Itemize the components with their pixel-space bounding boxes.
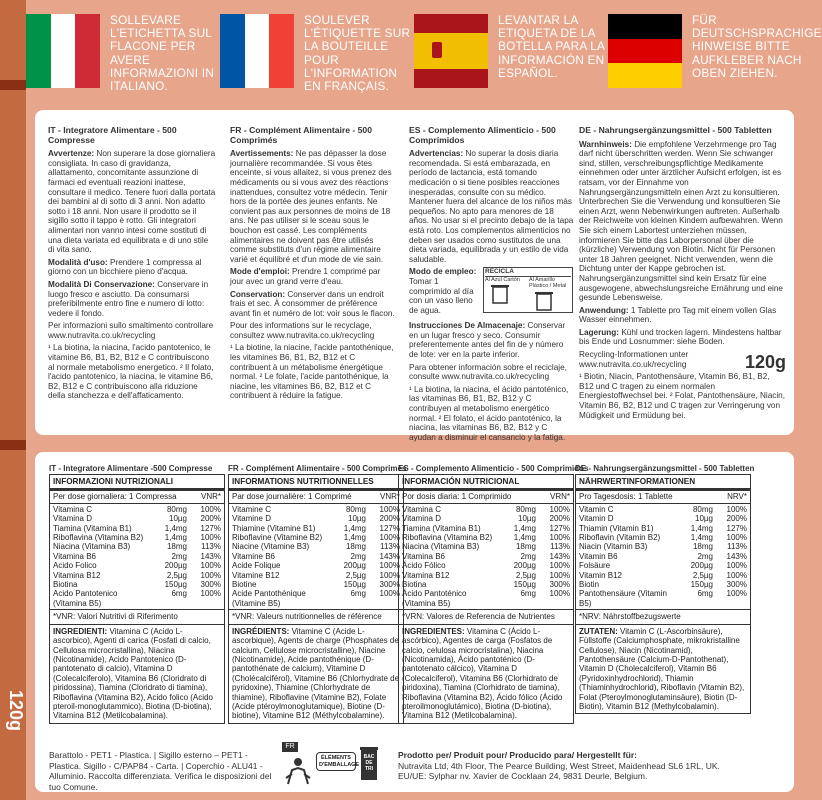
nutrient-name: Vitamin C (579, 504, 614, 514)
recycla-box (483, 267, 573, 313)
producer-label: Prodotto per/ Produit pour/ Producido para/ Hergestellt für: (398, 750, 637, 760)
nutrient-percent: 300% (549, 580, 570, 590)
nutrient-amount: 6mg (697, 589, 713, 599)
nutrient-name: Tiamina (Vitamina B1) (53, 523, 132, 533)
nutrient-amount: 1,4mg (164, 533, 187, 543)
nutrient-row (53, 533, 221, 542)
nutrient-percent: 143% (726, 551, 747, 561)
nutrient-name: Niacine (Vitamine B3) (232, 542, 310, 552)
nutrient-row (579, 571, 747, 580)
side-net-weight: 120g (6, 690, 26, 732)
per-dose-label: Por dosis diaria: 1 Comprimido (402, 492, 512, 502)
nutrient-row (232, 524, 400, 533)
nutrient-row (53, 561, 221, 570)
claims-text: ¹ Biotin, Niacin, Pantothensäure, Vitamin B6, B1, B2, B12 und C tragen zu einem normalen Energiestoffwechsel bei. ² Folat, Pantothensäure, Niacin, Vitamin B6, B2, B12 und C tragen zur Verringerung von Müdigkeit und Ermüdung bei. (579, 372, 786, 420)
nutrition-heading-it: IT - Integratore Alimentare -500 Compresse (49, 464, 213, 473)
nutrient-rows (399, 504, 573, 610)
nutrient-amount: 80mg (692, 504, 713, 514)
nutrient-row (53, 552, 221, 561)
nutrient-percent: 300% (726, 580, 747, 590)
usage-text: Mode d'emploi: Prendre 1 comprimé par jour avec un grand verre d'eau. (230, 267, 381, 286)
claims-text: ¹ La biotina, la niacina, el ácido pantoténico, las vitaminas B6, B1, B2, B12 y C contribuyen al metabolismo energético normal. ² El folato, el ácido pantoténico, la niacina, las vitaminas B6, B2, B12 y C ayudan a disminuir el cansancio y la fatiga. (409, 384, 569, 442)
ingredients-label: INGRÉDIENTS: (232, 626, 290, 636)
nutrient-name: Biotin (579, 580, 600, 590)
nutrient-percent: 100% (726, 570, 747, 580)
nutrient-row (579, 580, 747, 589)
warnings-text: Avertissements: Ne pas dépasser la dose journalière recommandée. Si vous êtes enceinte, si vous allaitez, si vous prenez des médicaments ou si vous avez des réactions inattendues, consultez votre médecin. Tenir hors de la portée des jeunes enfants. Ne convient pas aux personnes de moins de 18 ans. Ne pas utiliser si le sceau sous le bouchon est cassé. Les compléments alimentaires ne doivent pas être utilisés comme substituts d'un régime alimentaire varié et équilibré et d'un mode de vie sain. (230, 149, 392, 264)
storage-text: Lagerung: Kühl und trocken lagern. Mindestens haltbar bis Ende und Losnummer: siehe Boden. (579, 327, 782, 347)
ingredients-label: INGREDIENTI: (53, 626, 108, 636)
per-dose-label: Par dose journalière: 1 Comprimé (232, 492, 352, 502)
nutrient-name: Vitamine B12 (232, 570, 280, 580)
triman-block (282, 742, 378, 788)
nutrient-row (402, 542, 570, 551)
nutrient-amount: 6mg (171, 589, 187, 599)
ingredients-text (399, 625, 573, 723)
nutrient-name: Vitamina D (402, 514, 441, 524)
nutrient-amount: 1,4mg (513, 523, 536, 533)
flag-strip (26, 0, 822, 102)
triman-label: ÉLÉMENTS D'EMBALLAGE (316, 752, 356, 771)
nutrient-name: Riboflavin (Vitamin B2) (579, 533, 661, 543)
reference-column-label: VNR* (200, 492, 221, 502)
producer-address-eu: EU/UE: Sylphar nv. Xavier de Cocklaan 24, 9831 Deurle, Belgium. (398, 771, 648, 781)
nutrition-table (228, 474, 404, 724)
bottle-stripe (0, 440, 26, 450)
nutrient-row (402, 514, 570, 523)
nutrient-amount: 2,5µg (345, 570, 366, 580)
claims-text: ¹ La biotina, la niacina, l'acido pantotenico, le vitamine B6, B1, B2, B12 e C contribuiscono al normale metabolismo energetico. ² Il folato, l'acido pantotenico, la niacina, le vitamine B6, B2, B12 e C contribuiscono alla riduzione della stanchezza e dell'affaticamento. (48, 343, 214, 401)
nutrient-row (579, 533, 747, 542)
nutrient-amount: 10µg (169, 514, 187, 524)
nutrition-title: INFORMATIONS NUTRITIONNELLES (229, 475, 403, 491)
ingredients-text (229, 625, 403, 723)
nutrient-name: Biotina (53, 580, 78, 590)
nutrient-amount: 1,4mg (513, 533, 536, 543)
nutrient-amount: 2,5µg (166, 570, 187, 580)
reference-note: *VNR: Valori Nutritivi di Riferimento (50, 610, 224, 624)
warnings-text: Avvertenze: Non superare la dose giornaliera consigliata. In caso di gravidanza, allattamento, concomitante assunzione di farmaci ed eventuali reazioni inattese, consultare il medico. Tenere fuori dalla portata dei bambini al di sotto di 3 anni. Non adatto sotto i 18 anni. Non usare il prodotto se il sigillo sotto il tappo è rotto. Gli integratori alimentari non vanno intesi come sostituti di una dieta variata ed equilibrata e di uno stile di vita sano. (48, 149, 216, 255)
net-weight: 120g (744, 352, 786, 373)
nutrient-row (579, 505, 747, 514)
nutrition-heading-es: ES - Complemento Alimenticio - 500 Comprimidos (398, 464, 589, 473)
nutrient-amount: 18mg (345, 542, 366, 552)
nutrient-row (402, 533, 570, 542)
nutrient-row (53, 571, 221, 580)
recycling-text: Recycling-Informationen unter www.nutravita.co.uk/recycling (579, 350, 689, 369)
reference-column-label: VRN* (549, 492, 570, 502)
nutrient-name: Vitamine D (232, 514, 271, 524)
ingredients-label: INGREDIENTES: (402, 626, 465, 636)
nutrient-percent: 200% (726, 514, 747, 524)
nutrient-percent: 100% (549, 504, 570, 514)
nutrient-percent: 100% (200, 589, 221, 599)
nutrient-percent: 100% (726, 504, 747, 514)
nutrient-amount: 1,4mg (690, 523, 713, 533)
nutrient-name: Vitamin D (579, 514, 614, 524)
nutrient-amount: 2,5µg (692, 570, 713, 580)
nutrient-row (53, 580, 221, 589)
nutrient-name: Tiamina (Vitamina B1) (402, 523, 481, 533)
usage-text: Anwendung: 1 Tablette pro Tag mit einem vollen Glas Wasser einnehmen. (579, 305, 777, 325)
france-flag-icon (220, 14, 294, 88)
nutrition-heading-de: DE - Nahrungsergänzungsmittel - 500 Tabletten (575, 464, 755, 473)
nutrient-percent: 100% (200, 570, 221, 580)
recycla-title: RECICLA (485, 269, 571, 277)
nutrient-percent: 127% (726, 523, 747, 533)
nutrient-percent: 200% (200, 514, 221, 524)
nutrient-percent: 100% (200, 533, 221, 543)
info-column-it (48, 126, 216, 404)
nutrient-percent: 143% (200, 551, 221, 561)
fr-badge: FR (282, 742, 298, 752)
nutrient-name: Riboflavina (Vitamina B2) (53, 533, 144, 543)
nutrient-row (402, 561, 570, 570)
nutrient-name: Niacina (Vitamina B3) (402, 542, 480, 552)
recycling-text: Para obtener información sobre el reciclaje, consulte www.nutravita.co.uk/recycling (409, 362, 567, 382)
recycling-text: Per informazioni sullo smaltimento controllare www.nutravita.co.uk/recycling (48, 321, 214, 340)
nutrient-name: Biotine (232, 580, 257, 590)
nutrient-amount: 6mg (520, 589, 536, 599)
nutrient-rows (229, 504, 403, 610)
storage-text: Instrucciones De Almacenaje: Conservar en un lugar fresco y seco. Consumir preferentemente antes del fin de y número de lote: ver en la parte inferior. (409, 321, 566, 360)
nutrient-name: Thiamin (Vitamin B1) (579, 523, 654, 533)
nutrient-percent: 100% (200, 561, 221, 571)
recycla-label-yellow: Al Amarillo Plástico / Metal (529, 276, 567, 290)
recycle-bin-icon (529, 290, 559, 312)
spain-flag-icon (414, 14, 488, 88)
nutrient-row (579, 514, 747, 523)
nutrient-amount: 200µg (690, 561, 713, 571)
flag-caption-france: SOULEVER L'ÉTIQUETTE SUR LA BOUTEILLE POUR L'INFORMATION EN FRANÇAIS. (304, 13, 411, 94)
nutrient-percent: 113% (380, 542, 400, 552)
flag-caption-spain: LEVANTAR LA ETIQUETA DE LA BOTELLA PARA LA INFORMACIÓN EN ESPAÑOL. (498, 13, 605, 80)
nutrient-rows (50, 504, 224, 610)
nutrient-row (579, 589, 747, 608)
nutrient-name: Pantothensäure (Vitamin B5) (579, 589, 667, 608)
nutrient-name: Acide Folique (232, 561, 281, 571)
nutrient-amount: 2mg (171, 551, 187, 561)
reference-note: *VNR: Valeurs nutritionnelles de référence (229, 610, 403, 624)
nutrient-row (579, 561, 747, 570)
nutrient-percent: 100% (549, 533, 570, 543)
reference-column-label: NRV* (727, 492, 747, 502)
nutrition-per-dose-row (229, 491, 403, 503)
nutrient-percent: 113% (550, 542, 570, 552)
nutrient-name: Vitamina B6 (53, 551, 96, 561)
nutrient-percent: 200% (549, 514, 570, 524)
nutrient-row (232, 542, 400, 551)
nutrient-row (53, 514, 221, 523)
storage-text: Modalità Di Conservazione: Conservare in luogo fresco e asciutto. Da consumarsi preferibilmente entro fine e numero di lotto: vedere il fondo. (48, 279, 209, 318)
nutrient-name: Ácido Pantoténico (Vitamina B5) (402, 589, 467, 608)
storage-text: Conservation: Conserver dans un endroit frais et sec. À consommer de préférence avant fin et numéro de lot: voir sous le flacon. (230, 289, 395, 318)
nutrient-name: Vitamina B12 (53, 570, 101, 580)
triman-icon (284, 756, 312, 786)
nutrient-percent: 300% (200, 580, 221, 590)
nutrient-row (232, 580, 400, 589)
nutrient-amount: 80mg (345, 504, 366, 514)
nutrient-row (402, 505, 570, 514)
nutrient-percent: 143% (549, 551, 570, 561)
nutrient-percent: 100% (379, 533, 400, 543)
nutrient-amount: 200µg (513, 561, 536, 571)
warnings-text: Warnhinweis: Die empfohlene Verzehrmenge pro Tag darf nicht überschritten werden. Wenn Sie schwanger sind, stillen, verschreibungspflichtige Medikamente einnehmen oder unter ärztlicher Aufsicht erfolgen, ist es ratsam, vor der Einnahme von Nahrungsergänzungsmitteln einen Arzt zu konsultieren. Unterbrechen Sie die Verwendung und konsultieren Sie einen Arzt, wenn Nebenwirkungen auftreten. Außerhalb der Reichweite von kleinen Kindern aufbewahren. Wenn Sie sich einem Labortest unterziehen müssen, informieren Sie bitte das Laborpersonal über die (kürzliche) Verwendung von Biotin. Nicht für Personen unter 18 Jahren geeignet. Nicht verwenden, wenn die Dichtung unter der Kappe gebrochen ist. Nahrungsergänzungsmittel sind kein Ersatz für eine ausgewogene, abwechslungsreiche Ernährung und eine gesunde Lebensweise. (579, 139, 783, 303)
nutrient-name: Vitamina D (53, 514, 92, 524)
info-heading: FR - Complément Alimentaire - 500 Comprimés (230, 125, 372, 145)
nutrient-percent: 100% (200, 504, 221, 514)
reference-column-label: VNR* (379, 492, 400, 502)
nutrient-name: Riboflavina (Vitamina B2) (402, 533, 493, 543)
nutrient-percent: 100% (379, 589, 400, 599)
flag-caption-germany: FÜR DEUTSCHSPRACHIGE HINWEISE BITTE AUFKLEBER NACH OBEN ZIEHEN. (692, 13, 822, 80)
nutrient-rows (576, 504, 750, 610)
nutrient-name: Vitamine C (232, 504, 271, 514)
ingredients-label: ZUTATEN: (579, 626, 618, 636)
claims-text: ¹ La biotine, la niacine, l'acide pantothénique, les vitamines B6, B1, B2, B12 et C contribuent à un métabolisme énergétique normal. ² Le folate, l'acide pantothénique, la niacine, les vitamines B6, B2, B12 et C contribuent à réduire la fatigue. (230, 343, 394, 401)
producer-block (398, 750, 788, 782)
nutrient-percent: 100% (549, 561, 570, 571)
nutrition-title: INFORMAZIONI NUTRIZIONALI (50, 475, 224, 491)
warnings-text: Advertencias: No superar la dosis diaria recomendada. Si está embarazada, en período de lactancia, está tomando medicación o si tiene posibles reacciones inesperadas, consulte con su médico. Mantener fuera del alcance de los niños más pequeños. No apto para menores de 18 años. No usar si el precinto debajo de la tapa está roto. Los complementos alimenticios no deben ser usados como sustitutos de una dieta variada, equilibrada y un estilo de vida saludable. (409, 149, 574, 264)
nutrient-percent: 100% (549, 589, 570, 599)
nutrient-amount: 150µg (513, 580, 536, 590)
nutrient-row (53, 589, 221, 608)
nutrient-row (402, 589, 570, 608)
info-heading: IT - Integratore Alimentare - 500 Compresse (48, 125, 177, 145)
nutrient-amount: 18mg (692, 542, 713, 552)
per-dose-label: Pro Tagesdosis: 1 Tablette (579, 492, 673, 502)
nutrient-amount: 10µg (518, 514, 536, 524)
nutrition-title: NÄHRWERTINFORMATIONEN (576, 475, 750, 491)
germany-flag-icon (608, 14, 682, 88)
nutrient-row (53, 524, 221, 533)
info-column-fr (230, 126, 395, 404)
nutrition-title: INFORMACIÓN NUTRICIONAL (399, 475, 573, 491)
nutrient-amount: 80mg (515, 504, 536, 514)
nutrient-percent: 100% (549, 570, 570, 580)
producer-address-uk: Nutravita Ltd, 4th Floor, The Pearce Building, West Street, Maidenhead SL6 1RL, UK. (398, 760, 720, 771)
nutrient-amount: 200µg (164, 561, 187, 571)
recycla-bins (485, 277, 571, 315)
info-heading: DE - Nahrungsergänzungsmittel - 500 Tabletten (579, 125, 772, 135)
nutrient-name: Niacina (Vitamina B3) (53, 542, 131, 552)
nutrient-percent: 127% (549, 523, 570, 533)
reference-note: *VRN: Valores de Referencia de Nutrientes (399, 610, 573, 624)
nutrient-name: Vitamina B12 (402, 570, 450, 580)
ingredients-list: Vitamina C (Acido L-ascorbico), Agenti di carica (Fosfati di calcio, Cellulosa microcristallina), Niacina (Nicotinamide), Acido Pantotenico (D-pantotenato di calcio), Vitamina D (Colecalciferolo), Vitamina B6 (Cloridrato di piridossina), Tiamina (Cloridrato di tiamina), Riboflavina (Vitamina B2), Acido folico (Acido pteroil-monoglutammico), Biotina (D-biotina), Vitamina B12 (Metilcobalamina). (53, 626, 213, 721)
reference-note: *NRV: Nährstoffbezugswerte (576, 610, 750, 624)
nutrient-percent: 113% (201, 542, 221, 552)
nutrient-amount: 1,4mg (164, 523, 187, 533)
nutrient-row (232, 505, 400, 514)
nutrient-amount: 150µg (690, 580, 713, 590)
nutrient-name: Vitamin B12 (579, 570, 622, 580)
nutrient-row (579, 524, 747, 533)
nutrient-name: Riboflavine (Vitamine B2) (232, 533, 323, 543)
recycling-text: Pour des informations sur le recyclage, consultez www.nutravita.co.uk/recycling (230, 321, 375, 340)
nutrient-row (53, 542, 221, 551)
nutrition-per-dose-row (50, 491, 224, 503)
bottle-stripe (0, 80, 26, 90)
nutrient-percent: 300% (379, 580, 400, 590)
nutrient-amount: 2mg (697, 551, 713, 561)
nutrient-percent: 127% (200, 523, 221, 533)
nutrient-name: Vitamina B6 (402, 551, 445, 561)
ingredients-text (50, 625, 224, 723)
info-heading: ES - Complemento Alimenticio - 500 Comprimidos (409, 125, 556, 145)
nutrient-amount: 6mg (350, 589, 366, 599)
nutrient-amount: 150µg (343, 580, 366, 590)
info-column-de (579, 126, 786, 423)
nutrient-percent: 200% (379, 514, 400, 524)
recycling-row (579, 350, 786, 372)
recycla-bin-yellow (529, 277, 571, 315)
ingredients-list: Vitamine C (Acide L-ascorbique), Agents de charge (Phosphates de calcium, Cellulose microcristalline), Niacine (Nicotinamide), Acide pantothénique (D-pantothénate de calcium), Vitamine D (Cholécalciférol), Vitamine B6 (Chlorhydrate de pyridoxine), Thiamine (Chlorhydrate de thiamine), Riboflavine (Vitamine B2), Folate (Acide ptéroylmonoglutamique), Biotine (D-biotine), Vitamine B12 (Méthylcobalamine). (232, 626, 400, 721)
nutrient-amount: 18mg (515, 542, 536, 552)
nutrient-name: Biotina (402, 580, 427, 590)
usage-row (409, 267, 574, 318)
sorting-bin-label: BAC DE TRI (363, 754, 375, 772)
info-column-es (409, 126, 574, 445)
nutrient-amount: 2,5µg (515, 570, 536, 580)
nutrient-amount: 1,4mg (690, 533, 713, 543)
nutrient-row (402, 552, 570, 561)
nutrient-row (53, 505, 221, 514)
bottle-edge (0, 0, 26, 800)
nutrient-percent: 100% (726, 589, 747, 599)
nutrient-percent: 100% (379, 504, 400, 514)
usage-text: Modo de empleo: Tomar 1 comprimido al día con un vaso lleno de agua. (409, 267, 477, 315)
nutrient-amount: 10µg (695, 514, 713, 524)
nutrient-name: Acido Pantotenico (Vitamina B5) (53, 589, 118, 608)
recycle-bin-icon (485, 283, 515, 305)
nutrient-amount: 80mg (166, 504, 187, 514)
nutrition-heading-fr: FR - Complément Alimentaire - 500 Comprimés (228, 464, 407, 473)
nutrition-table (575, 474, 751, 714)
nutrient-amount: 2mg (350, 551, 366, 561)
nutrient-row (232, 571, 400, 580)
ingredients-list: Vitamina C (Ácido L-ascórbico), Agentes de carga (Fosfatos de calcio, celulosa microcristalina), Niacina (Nicotinamida), Ácido pantoténico (D-pantotenato cálcico), Vitamina D (Colecalciferol), Vitamina B6 (Clorhidrato de piridoxina), Tiamina (Clorhidrato de tiamina), Riboflavina (Vitamina B2), Ácido fólico (Ácido pteroilmonoglutámico), Biotina (D-biotina), Vitamina B12 (Metilcobalamina). (402, 626, 563, 721)
nutrient-amount: 18mg (166, 542, 187, 552)
nutrient-row (402, 580, 570, 589)
nutrient-name: Thiamine (Vitamine B1) (232, 523, 316, 533)
italy-flag-icon (26, 14, 100, 88)
nutrient-row (402, 524, 570, 533)
nutrient-percent: 127% (379, 523, 400, 533)
usage-text: Modalità d'uso: Prendere 1 compressa al giorno con un bicchiere pieno d'acqua. (48, 257, 202, 277)
nutrient-row (232, 514, 400, 523)
nutrient-percent: 100% (379, 561, 400, 571)
nutrient-percent: 100% (726, 533, 747, 543)
nutrition-table (49, 474, 225, 724)
nutrition-table (398, 474, 574, 724)
nutrient-amount: 1,4mg (343, 533, 366, 543)
nutrient-amount: 10µg (348, 514, 366, 524)
nutrient-row (579, 552, 747, 561)
nutrient-name: Ácido Fólico (402, 561, 446, 571)
recycla-label-blue: Al Azul Cartón (485, 276, 520, 283)
nutrient-row (402, 571, 570, 580)
nutrient-name: Vitamina C (402, 504, 441, 514)
nutrient-name: Acide Pantothénique (Vitamine B5) (232, 589, 306, 608)
recycla-bin-blue (485, 277, 527, 315)
nutrient-row (232, 552, 400, 561)
nutrient-name: Folsäure (579, 561, 611, 571)
nutrient-row (232, 533, 400, 542)
nutrition-per-dose-row (399, 491, 573, 503)
packaging-text: Barattolo - PET1 - Plastica. | Sigillo esterno – PET1 - Plastica. Sigillo - C/PAP84 - Carta. | Coperchio - ALU41 - Alluminio. Raccolta differenziata. Verifica le disposizioni del tuo Comune. (49, 750, 272, 792)
ingredients-text (576, 625, 750, 714)
nutrient-percent: 100% (726, 561, 747, 571)
flag-caption-italy: SOLLEVARE L'ETICHETTA SUL FLACONE PER AVERE INFORMAZIONI IN ITALIANO. (110, 13, 214, 94)
nutrient-row (232, 561, 400, 570)
nutrient-name: Acido Folico (53, 561, 97, 571)
nutrient-name: Vitamina C (53, 504, 92, 514)
nutrient-row (579, 542, 747, 551)
nutrient-percent: 100% (379, 570, 400, 580)
nutrition-per-dose-row (576, 491, 750, 503)
nutrient-amount: 2mg (520, 551, 536, 561)
nutrient-percent: 113% (727, 542, 747, 552)
nutrient-name: Vitamin B6 (579, 551, 618, 561)
nutrient-amount: 1,4mg (343, 523, 366, 533)
nutrient-amount: 150µg (164, 580, 187, 590)
nutrient-name: Niacin (Vitamin B3) (579, 542, 648, 552)
per-dose-label: Per dose giornaliera: 1 Compressa (53, 492, 177, 502)
nutrient-row (232, 589, 400, 608)
nutrient-name: Vitamine B6 (232, 551, 275, 561)
nutrient-amount: 200µg (343, 561, 366, 571)
ingredients-list: Vitamin C (L-Ascorbinsäure), Füllstoffe (Calciumphosphate, mikrokristalline Cellulose), Niacin (Nicotinamid), Pantothensäure (Calcium-D-Pantothenat), Vitamin D (Cholecalciferol), Vitamin B6 (Pyridoxinhydrochlorid), Thiamin (Thiaminhydrochlorid), Riboflavin (Vitamin B2), Folat (Pteroylmonoglutaminsäure), Biotin (D-Biotin), Vitamin B12 (Methylcobalamin). (579, 626, 745, 711)
nutrient-percent: 143% (379, 551, 400, 561)
